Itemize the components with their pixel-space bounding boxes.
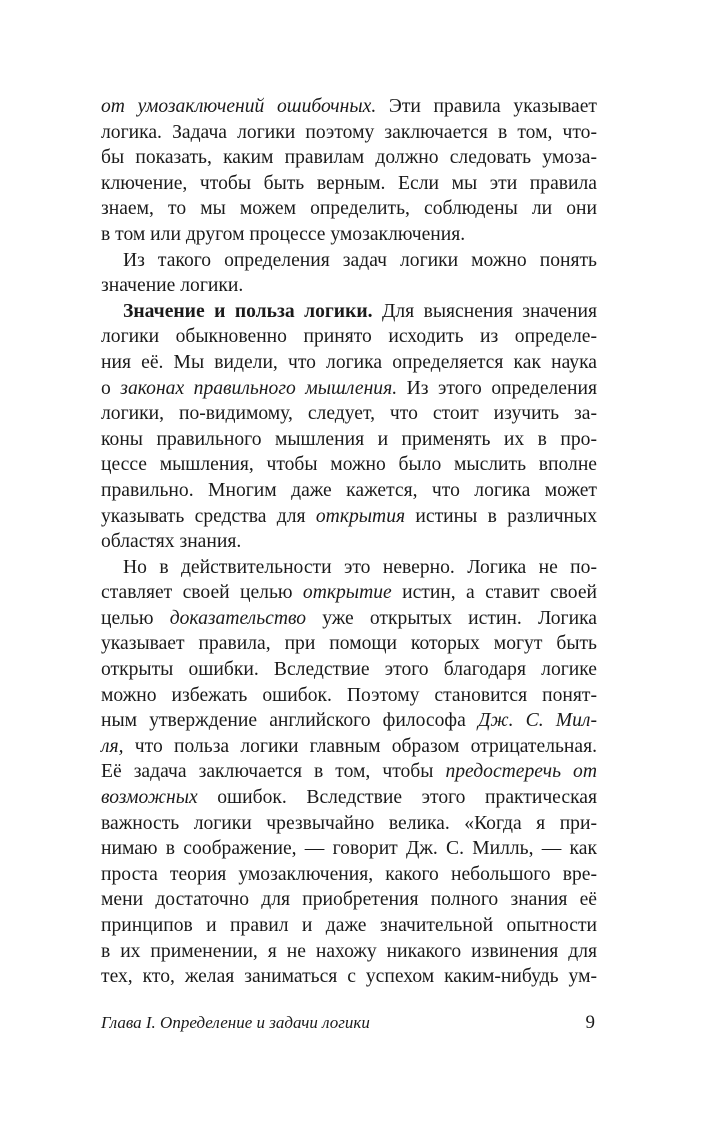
- text-line: [101, 836, 597, 862]
- running-footer-chapter-title: Глава I. Определение и задачи логики: [101, 1013, 370, 1032]
- text-line: [101, 248, 597, 274]
- italic-emphasis: открытие: [302, 582, 392, 604]
- text-run: коны правильного мышления и применять их в про-: [101, 428, 597, 450]
- italic-emphasis: ля,: [101, 735, 124, 757]
- text-run: в том или другом процессе умозаключения.: [101, 223, 466, 245]
- text-line: [101, 299, 597, 325]
- text-run: бы показать, каким правилам должно следовать умоза-: [101, 147, 597, 169]
- text-run: открыты ошибки. Вследствие этого благодаря логике: [101, 659, 597, 681]
- text-line: [101, 759, 597, 785]
- text-run: ошибок. Вследствие этого практическая: [197, 787, 597, 809]
- paragraph-3: [101, 299, 597, 555]
- text-line: [101, 606, 597, 632]
- italic-emphasis: законах правильного мышления.: [120, 377, 398, 399]
- italic-emphasis: возможных: [101, 787, 198, 809]
- text-run: ставляет своей целью: [101, 582, 303, 604]
- text-run: ния её. Мы видели, что логика определяется как наука: [101, 351, 597, 373]
- text-run: указывать средства для: [101, 505, 316, 527]
- text-line: [101, 811, 597, 837]
- text-line: [101, 504, 597, 530]
- text-line: [101, 939, 597, 965]
- text-run: проста теория умозаключения, какого небольшого вре-: [101, 863, 597, 885]
- text-line: [101, 580, 597, 606]
- text-run: ным утверждение английского философа: [101, 710, 478, 732]
- text-run: уже открытых истин. Логика: [306, 607, 597, 629]
- text-run: Для выяснения значения: [372, 300, 597, 322]
- text-line: [101, 555, 597, 581]
- text-run: важность логики чрезвычайно велика. «Когда я при-: [101, 812, 597, 834]
- text-line: [101, 427, 597, 453]
- text-line: [101, 785, 597, 811]
- italic-emphasis: от умозаключений ошибочных.: [101, 96, 377, 117]
- text-run: правильно. Многим даже кажется, что логика может: [101, 479, 597, 501]
- text-line: [101, 734, 597, 760]
- text-line: [101, 350, 597, 376]
- page-body: [101, 94, 597, 990]
- text-run: ключение, чтобы быть верным. Если мы эти правила: [101, 172, 597, 194]
- text-run: логики обыкновенно принято исходить из определе-: [101, 326, 597, 348]
- text-run: Из этого определения: [397, 377, 597, 399]
- text-line: [101, 657, 597, 683]
- text-run: мени достаточно для приобретения полного знания её: [101, 889, 597, 911]
- text-line: [101, 196, 597, 222]
- text-run: Эти правила указывает: [376, 96, 597, 117]
- text-line: [101, 683, 597, 709]
- text-line: [101, 94, 597, 120]
- text-run: что польза логики главным образом отрицательная.: [123, 735, 597, 757]
- text-line: [101, 862, 597, 888]
- text-line: [101, 171, 597, 197]
- text-run: логика. Задача логики поэтому заключается в том, что-: [101, 121, 597, 143]
- text-run: целью: [101, 607, 170, 629]
- text-run: в их применении, я не нахожу никакого извинения для: [101, 940, 597, 962]
- text-line: [101, 708, 597, 734]
- text-line: [101, 222, 597, 248]
- text-line: [101, 913, 597, 939]
- text-line: [101, 631, 597, 657]
- text-run: логики, по-видимому, следует, что стоит изучить за-: [101, 403, 597, 425]
- page-footer: [101, 1011, 597, 1035]
- paragraph-2: [101, 248, 597, 299]
- italic-emphasis: доказательство: [169, 607, 307, 629]
- text-line: [101, 478, 597, 504]
- text-line: [101, 324, 597, 350]
- text-line: [101, 376, 597, 402]
- page-number: 9: [585, 1012, 595, 1033]
- text-run: цессе мышления, чтобы можно было мыслить вполне: [101, 454, 597, 476]
- text-line: [101, 452, 597, 478]
- text-line: [101, 120, 597, 146]
- paragraph-4: [101, 555, 597, 990]
- text-run: Но в действительности это неверно. Логика не по-: [123, 556, 597, 578]
- paragraph-1: [101, 94, 597, 248]
- text-run: можно избежать ошибок. Поэтому становится понят-: [101, 684, 597, 706]
- text-run: знаем, то мы можем определить, соблюдены ли они: [101, 198, 597, 220]
- bold-heading: Значение и польза логики.: [123, 300, 373, 322]
- text-run: нимаю в соображение, — говорит Дж. С. Милль, — как: [101, 838, 597, 860]
- text-run: указывает правила, при помощи которых могут быть: [101, 633, 597, 655]
- text-run: областях знания.: [101, 531, 242, 553]
- text-line: [101, 887, 597, 913]
- text-line: [101, 529, 597, 555]
- italic-emphasis: предостеречь от: [445, 761, 597, 783]
- text-line: [101, 401, 597, 427]
- text-run: истин, а ставит своей: [391, 582, 598, 604]
- text-line: [101, 964, 597, 990]
- text-run: Её задача заключается в том, чтобы: [101, 761, 446, 783]
- text-run: истины в различных: [405, 505, 597, 527]
- text-run: о: [101, 377, 121, 399]
- text-run: значение логики.: [101, 275, 244, 297]
- text-run: тех, кто, желая заниматься с успехом каким-нибудь ум-: [101, 966, 597, 988]
- text-line: [101, 273, 597, 299]
- italic-emphasis: открытия: [315, 505, 406, 527]
- italic-emphasis: Дж. С. Мил-: [477, 710, 597, 732]
- text-line: [101, 145, 597, 171]
- text-run: принципов и правил и даже значительной опытности: [101, 915, 597, 936]
- text-run: Из такого определения задач логики можно понять: [123, 249, 597, 271]
